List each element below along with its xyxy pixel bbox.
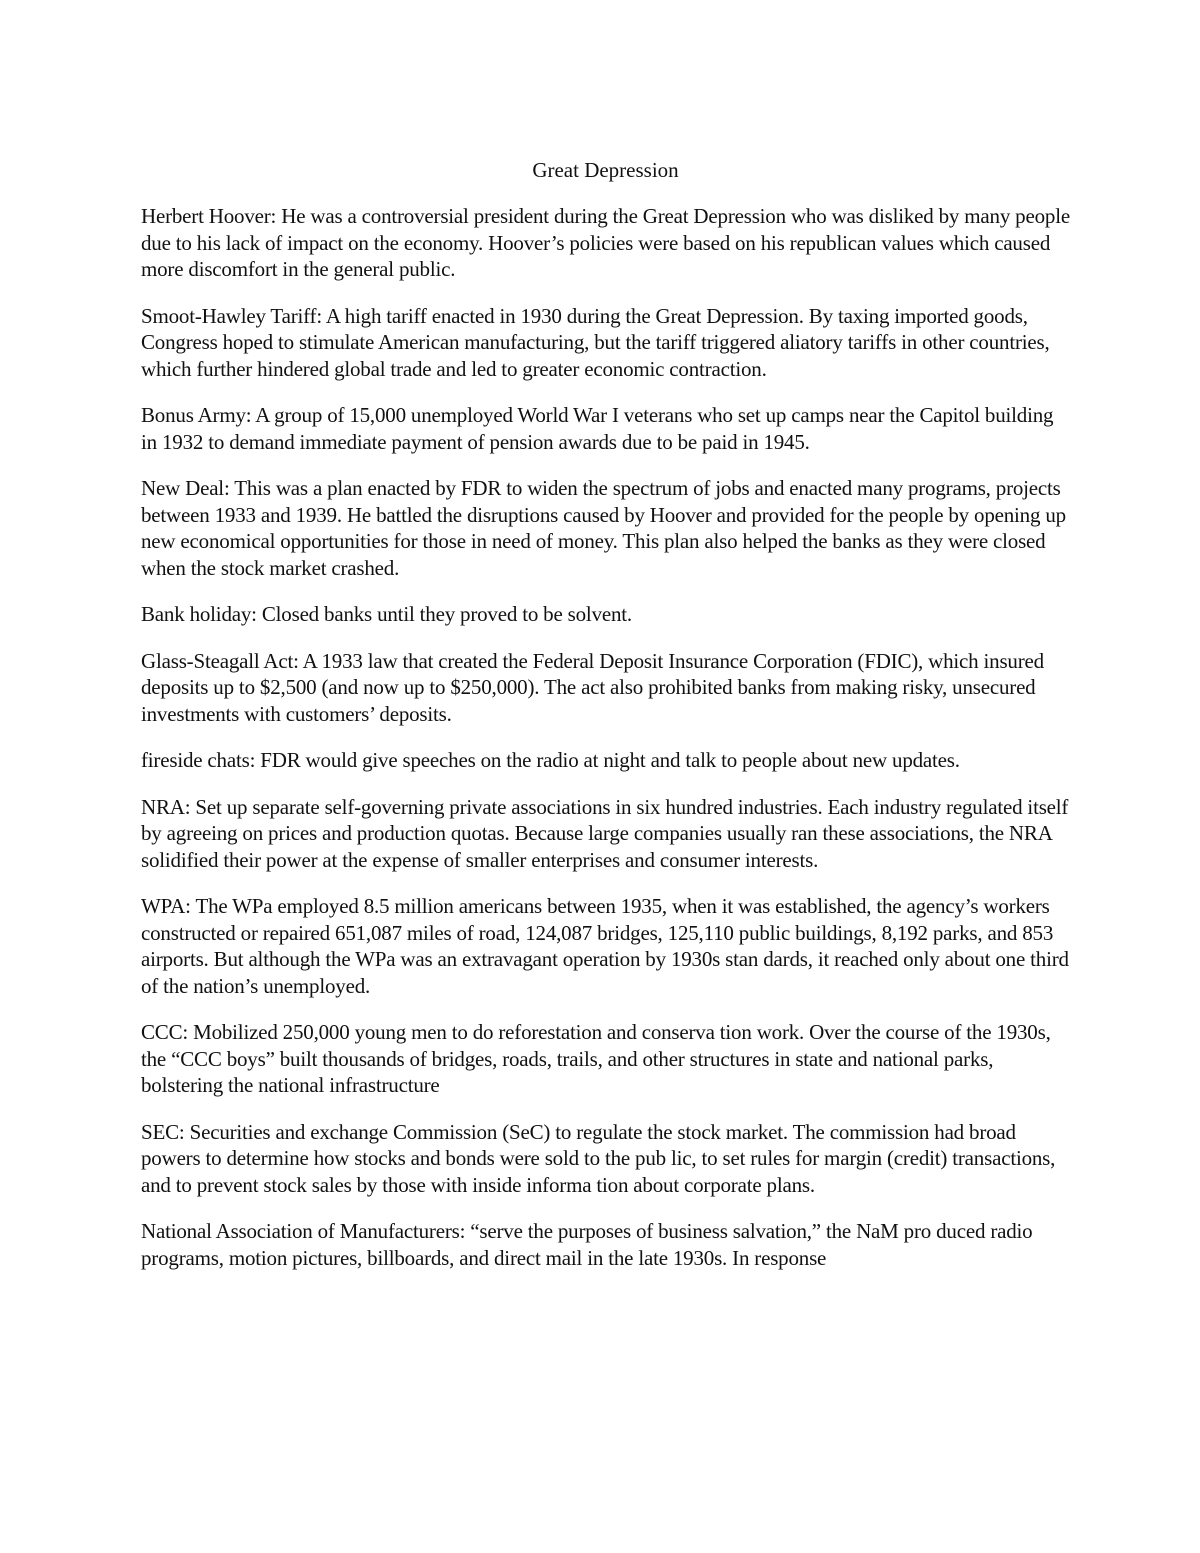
entry-sec: SEC: Securities and exchange Commission (SeC) to regulate the stock market. The commission had broad powers to determine how stocks and bonds were sold to the pub lic, to set rules for margin (credit) transactions, and to prevent stock sales by those with inside informa tion about corporate plans. xyxy=(141,1119,1056,1197)
entry-wpa: WPA: The WPa employed 8.5 million americans between 1935, when it was established, the agency’s workers constructed or repaired 651,087 miles of road, 124,087 bridges, 125,110 public buildings, 8,192 parks, and 853 airports. But although the WPa was an extravagant operation by 1930s stan dards, it reached only about one third of the nation’s unemployed. xyxy=(141,894,1069,998)
entry-fireside-chats: fireside chats: FDR would give speeches on the radio at night and talk to people about new updates. xyxy=(141,748,960,772)
entry-smoot-hawley-tariff: Smoot-Hawley Tariff: A high tariff enacted in 1930 during the Great Depression. By taxing imported goods, Congress hoped to stimulate American manufacturing, but the tariff triggered aliatory tariffs in other countries, which further hindered global trade and led to greater economic contraction. xyxy=(141,303,1050,381)
entry-ccc: CCC: Mobilized 250,000 young men to do reforestation and conserva tion work. Over the course of the 1930s, the “CCC boys” built thousands of bridges, roads, trails, and other structures in state and national parks, bolstering the national infrastructure xyxy=(141,1020,1051,1097)
entry-national-association-of-manufacturers: National Association of Manufacturers: “serve the purposes of business salvation,” the NaM pro duced radio programs, motion pictures, billboards, and direct mail in the late 1930s. In response xyxy=(141,1219,1033,1270)
entry-nra: NRA: Set up separate self-governing private associations in six hundred industries. Each industry regulated itself by agreeing on prices and production quotas. Because large companies usually ran these associations, the NRA solidified their power at the expense of smaller enterprises and consumer interests. xyxy=(141,794,1069,872)
entry-new-deal: New Deal: This was a plan enacted by FDR to widen the spectrum of jobs and enacted many programs, projects between 1933 and 1939. He battled the disruptions caused by Hoover and provided for the people by opening up new economical opportunities for those in need of money. This plan also helped the banks as they were closed when the stock market crashed. xyxy=(141,476,1066,580)
entry-glass-steagall-act: Glass-Steagall Act: A 1933 law that created the Federal Deposit Insurance Corporation (FDIC), which insured deposits up to $2,500 (and now up to $250,000). The act also prohibited banks from making risky, unsecured investments with customers’ deposits. xyxy=(141,648,1044,726)
entry-herbert-hoover: Herbert Hoover: He was a controversial president during the Great Depression who was disliked by many people due to his lack of impact on the economy. Hoover’s policies were based on his republican values which caused more discomfort in the general public. xyxy=(141,204,1070,281)
entry-bonus-army: Bonus Army: A group of 15,000 unemployed World War I veterans who set up camps near the Capitol building in 1932 to demand immediate payment of pension awards due to be paid in 1945. xyxy=(141,403,1054,454)
document-title: Great Depression xyxy=(532,158,679,182)
entry-bank-holiday: Bank holiday: Closed banks until they proved to be solvent. xyxy=(141,602,632,626)
